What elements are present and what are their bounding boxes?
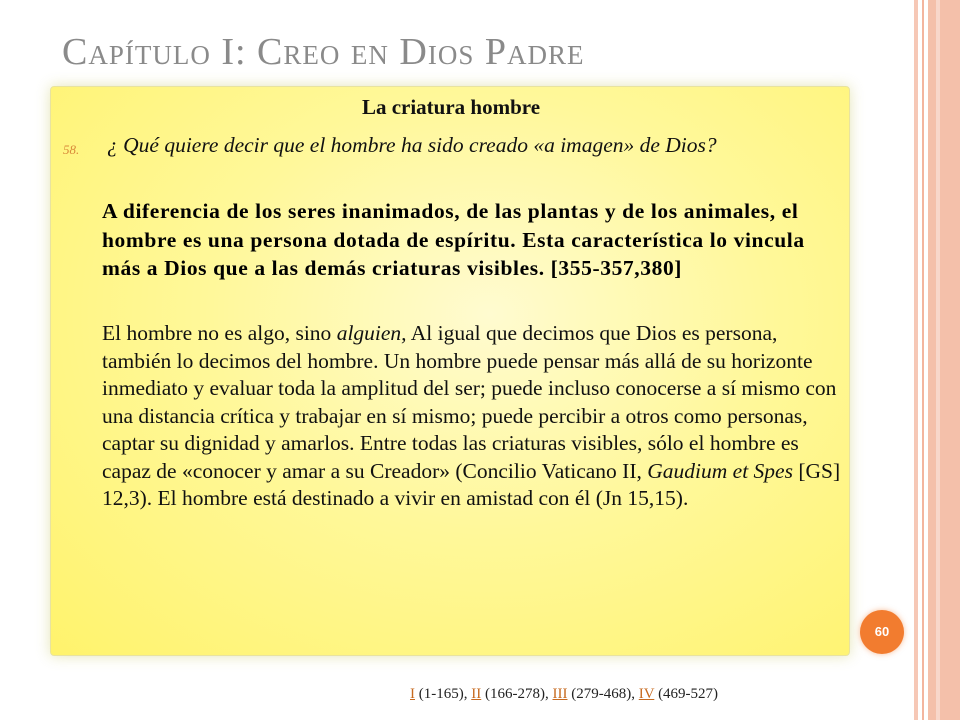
chapter-link-1[interactable]: I: [410, 686, 415, 702]
stripe: [922, 0, 924, 720]
stripe: [928, 0, 960, 720]
explanation-paragraph: [102, 320, 847, 513]
chapter-range: (469-527): [654, 686, 719, 702]
slide-title: Capítulo I: Creo en Dios Padre: [62, 31, 585, 73]
decorative-stripes: [914, 0, 960, 720]
chapter-link-4[interactable]: IV: [638, 686, 655, 702]
stripe: [914, 0, 918, 720]
paragraph-text: El hombre no es algo, sino: [102, 321, 337, 345]
stripe: [936, 0, 940, 720]
paragraph-text: Al igual que decimos que Dios es persona, también lo decimos del hombre. Un hombre puede pensar más allá de su horizonte inmediato y evaluar toda la amplitud del ser; puede incluso conocerse a sí mismo con una distancia crítica y trabajar en sí mismo; puede percibir a otros como personas, captar su dignidad y amarlos. Entre todas las criaturas visibles, sólo el hombre es capaz de «conocer y amar a su Creador» (Concilio Vaticano II,: [102, 321, 837, 483]
page-number-badge: 60: [860, 610, 904, 654]
content-box: [50, 86, 850, 656]
chapter-range: (166-278),: [481, 686, 553, 702]
paragraph-emphasis: Gaudium et Spes: [647, 458, 793, 483]
answer-text: A diferencia de los seres inanimados, de las plantas y de los animales, el hombre es una persona dotada de espíritu. Esta característica lo vincula más a Dios que a las demás criaturas visibles. [355-357,380]: [102, 199, 805, 280]
section-heading: La criatura hombre: [361, 95, 541, 119]
paragraph-text: [GS] 12,3). El hombre está destinado a vivir en amistad con él (Jn 15,15).: [102, 458, 841, 510]
chapter-link-3[interactable]: III: [552, 686, 568, 702]
question-number: 58.: [63, 142, 80, 157]
chapter-range: (279-468),: [567, 686, 639, 702]
chapter-link-2[interactable]: II: [471, 686, 482, 702]
chapter-range: (1-165),: [415, 686, 472, 702]
question-text: ¿ Qué quiere decir que el hombre ha sido creado «a imagen» de Dios?: [107, 133, 717, 157]
paragraph-emphasis: alguien,: [336, 321, 407, 345]
chapter-navigation: [410, 686, 718, 703]
